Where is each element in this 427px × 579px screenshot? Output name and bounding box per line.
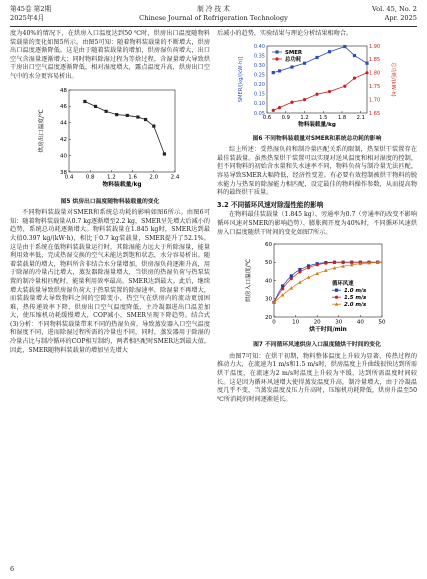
y-left-tick-label: 0.20 — [253, 81, 265, 88]
y-tick-label: 42 — [60, 136, 67, 143]
data-point — [315, 92, 318, 95]
data-point — [290, 100, 293, 103]
data-point — [303, 98, 306, 101]
y-left-tick-label: 0.10 — [253, 100, 265, 107]
figure-6 — [237, 41, 397, 133]
x-axis-label: 烘干时间/min — [309, 327, 347, 334]
figure-5 — [35, 84, 185, 196]
data-point — [94, 104, 97, 107]
paragraph: 度为40%的情况下，在烘房入口温度达到50 ℃时，烘房出口温度随物料装载量的变化如图5所示。由图5可知：随着物料装载量的不断增大，烘房出口温度逐渐降低。这是由于随着装载量的增加，烘房湿负荷增大，出口空气含湿量逐渐增大；同时物料除湿过程为等焓过程，含湿量增大导致烘干房出口空气温度逐渐降低，相对湿度增大，露点温度升高，烘房出口空气中的水分更容易析出。 — [10, 30, 210, 80]
data-point — [365, 61, 368, 64]
x-tick-label: 0 — [272, 319, 276, 326]
data-point — [163, 152, 166, 155]
page-number: 6 — [10, 565, 15, 573]
header-journal — [105, 5, 322, 22]
data-point — [298, 280, 302, 283]
x-tick-label: 0.4 — [64, 174, 74, 181]
y-tick-label: 50 — [265, 260, 272, 267]
y-tick-label: 48 — [60, 87, 67, 94]
data-point — [315, 55, 318, 58]
data-point — [365, 71, 368, 74]
x-tick-label: 40 — [356, 319, 364, 326]
y-right-tick-label: 1.70 — [369, 96, 381, 103]
y-left-tick-label: 0.35 — [253, 52, 265, 59]
data-point — [290, 274, 293, 277]
data-point — [289, 286, 293, 289]
header-volume: 第45卷 第2期 — [10, 5, 52, 13]
data-point — [343, 84, 346, 87]
y-tick-label: 38 — [60, 169, 67, 176]
header-issue — [10, 5, 90, 22]
data-point — [290, 277, 293, 280]
data-point — [298, 270, 301, 273]
y-right-tick-label: 1.65 — [369, 110, 381, 117]
x-tick-label: 50 — [378, 319, 386, 326]
x-tick-label: 1.2 — [300, 114, 309, 121]
x-axis-label: 物料装载量/kg — [298, 121, 336, 128]
y-right-axis-label: 总功耗/(kW·h) — [390, 61, 396, 97]
x-tick-label: 0.9 — [281, 114, 290, 121]
fig6-chart — [237, 41, 397, 133]
y-right-tick-label: 1.85 — [369, 56, 381, 63]
x-axis-label: 物料装载量/kg — [102, 181, 142, 188]
y-axis-label: 烘房出口温度/℃ — [39, 108, 45, 153]
data-point — [105, 109, 108, 112]
left-column — [10, 30, 210, 355]
y-right-tick-label: 1.90 — [369, 43, 381, 50]
x-tick-label: 0.8 — [85, 174, 95, 181]
data-point — [136, 115, 139, 118]
x-tick-label: 2.4 — [170, 174, 180, 181]
x-tick-label: 10 — [292, 319, 300, 326]
y-left-tick-label: 0.05 — [253, 110, 265, 117]
legend-marker — [275, 57, 278, 60]
x-tick-label: 1.6 — [128, 174, 137, 181]
legend-marker — [335, 289, 338, 292]
data-point — [342, 261, 345, 264]
figure-7-caption: 图7 不同循环风速烘房入口温度随烘干时间的变化 — [253, 342, 381, 349]
data-point — [303, 61, 306, 64]
header-vol-no: Vol. 45, No. 2 — [371, 5, 417, 13]
data-point — [281, 287, 284, 290]
data-point — [307, 266, 310, 269]
data-point — [272, 71, 275, 74]
header-journal-cn: 制 冷 技 术 — [197, 5, 230, 13]
y-axis-label: 烘房入口温度/℃ — [246, 259, 252, 303]
data-point — [83, 99, 86, 102]
y-left-tick-label: 0.15 — [253, 91, 265, 98]
legend-marker — [335, 296, 338, 299]
data-point — [290, 65, 293, 68]
y-tick-label: 30 — [265, 296, 272, 303]
data-point — [278, 106, 281, 109]
data-point — [152, 124, 155, 127]
data-point — [343, 45, 346, 48]
header-date-en: Apr. 2025 — [384, 13, 417, 22]
y-tick-label: 20 — [265, 314, 272, 321]
legend-title: 循环风速 — [332, 281, 354, 288]
x-tick-label: 0.6 — [262, 114, 272, 121]
y-left-tick-label: 0.25 — [253, 72, 265, 79]
data-point — [333, 261, 336, 264]
y-right-tick-label: 1.75 — [369, 83, 381, 90]
x-tick-label: 30 — [335, 319, 343, 326]
y-left-axis-label: SMER/[kg/(kW·h)] — [238, 56, 244, 102]
data-point — [316, 263, 319, 266]
y-tick-label: 60 — [265, 241, 272, 248]
data-point — [328, 90, 331, 93]
data-point — [126, 113, 129, 116]
x-tick-label: 2.0 — [149, 174, 159, 181]
data-point — [353, 76, 356, 79]
header-rule — [10, 26, 417, 27]
legend-label: SMER — [285, 49, 303, 56]
y-tick-label: 40 — [60, 152, 67, 159]
x-tick-label: 2.1 — [356, 114, 365, 121]
paragraph: 后减小的趋势，实验结果与理论分析结果相吻合。 — [217, 30, 353, 37]
legend-marker — [275, 50, 278, 53]
header-date: 2025年4月 — [10, 13, 45, 22]
legend-label: 1.0 m/s — [344, 288, 367, 295]
y-right-tick-label: 1.80 — [369, 70, 381, 77]
paragraph: 综上所述：受热湿负荷和制冷量匹配关系的限制，热泵烘干装置存在最佳装载量。虽然热泵烘干装置可以实现对送风温度和相对湿度的控制，但不同物料的初始含水量和失水速率不同，物料负荷与制冷量无法匹配，容易导致SMER大幅降低，经济性变差。有必要有效控制被烘干物料的脱水能力与热泵的除湿能力相匹配，设定最佳的物料操作参数，从而提高物料的最终烘干质量。 — [217, 146, 417, 197]
fig5-chart — [35, 84, 185, 196]
y-left-tick-label: 0.40 — [253, 43, 265, 50]
right-column — [217, 30, 417, 404]
paragraph: 由图7可知：在烘干初期，物料整体温度上升较为显著，传热过程的推动力大，在流速为1 m/s和1.5 m/s时，烘房温度上升曲线很快达到所需烘干温度，在流速为2 m/s时温度上升较为平缓，达到所需温度时间较长。这是因为循环风速增大使得蒸发温度升高，制冷量增大，由于冷凝温度几乎不变，当蒸发温度及压力升高时，压缩机功耗降低，烘房升温至50 ℃所消耗的时间逐渐延长。 — [217, 352, 417, 403]
data-point — [278, 69, 281, 72]
paragraph: 不同物料装载量对SMER和系统总功耗的影响如图6所示。由图6可知：随着物料装载量从0.7 kg逐渐增至2.2 kg，SMER呈先增大后减小的趋势，系统总功耗逐渐增大。物料装载量在1.845 kg时，SMER达到最大值0.397 kg/(kW·h)，相比于0.7 kg装载量，SMER提升了52.1%。这是由于系统在低物料装载量运行时，其除湿能力远大于所除湿量，能量利用效率低，完成热湿交换的空气未能达到饱和状态，水分容易析出。随着装载量的增大，物料所含非结合水分量增加，烘房湿负荷逐渐升高，用于除湿的冷量占比增大，蒸发器除湿量增大，当烘房的热湿负荷与热泵装置的制冷量相匹配时，能量利用效率最高，SMER达到最大。此后，继续增大装载量导致烘房湿负荷大于热泵装置的除湿速率，除湿量不再增大，而装载量增大导致物料之间的空隙变小，热空气在烘房内的流动更加困难，热传递效率下降，烘房出口空气温度降低，主冷凝器进出口温差加大，使压缩机功耗缓慢增大，COP减小，SMER呈现下降趋势。结合式(3)分析：不同物料装载量带来不同的热湿负荷，导致蒸发器入口空气温度和湿度不同，进而除湿过程所需的冷量也不同，同时，蒸发器用于除湿的冷量占比与制冷循环的COP相互制约，两者相匹配时SMER达到最大值。因此，SMER随物料装载量的增加呈先增大 — [10, 209, 210, 354]
data-point — [353, 54, 356, 57]
figure-7 — [242, 239, 392, 339]
y-left-tick-label: 0.30 — [253, 62, 265, 69]
paragraph: 在物料最佳装载量（1.845 kg）、旁通率为0.7（旁通率的改变不影响循环风速对SMER的影响趋势）、膨胀阀开度为40%时，不同循环风速烘房入口温度随烘干时间的变化如图7所示。 — [217, 211, 417, 236]
fig7-chart — [242, 239, 392, 339]
data-point — [115, 113, 118, 116]
data-point — [328, 50, 331, 53]
series-line — [85, 101, 164, 153]
data-point — [144, 117, 147, 120]
x-tick-label: 1.2 — [107, 174, 116, 181]
data-point — [324, 262, 327, 265]
section-heading: 3.2 不同循环风速对除湿性能的影响 — [217, 200, 324, 209]
y-tick-label: 40 — [265, 278, 272, 285]
data-point — [272, 108, 275, 111]
y-tick-label: 44 — [60, 120, 67, 127]
legend-label: 总功耗 — [285, 56, 302, 63]
legend-label: 1.5 m/s — [344, 295, 367, 302]
legend-label: 2.0 m/s — [344, 302, 367, 309]
x-tick-label: 1.8 — [337, 114, 347, 121]
page-header — [10, 5, 417, 27]
x-tick-label: 20 — [313, 319, 321, 326]
header-journal-en: Chinese Journal of Refrigeration Technology — [139, 13, 288, 22]
header-vol-en — [327, 5, 417, 22]
figure-6-caption: 图6 不同物料装载量对SMER和系统总功耗的影响 — [252, 135, 382, 142]
y-tick-label: 46 — [60, 103, 67, 110]
x-tick-label: 1.5 — [319, 114, 328, 121]
figure-5-caption: 图5 烘房出口温度随物料装载量的变化 — [60, 198, 160, 205]
